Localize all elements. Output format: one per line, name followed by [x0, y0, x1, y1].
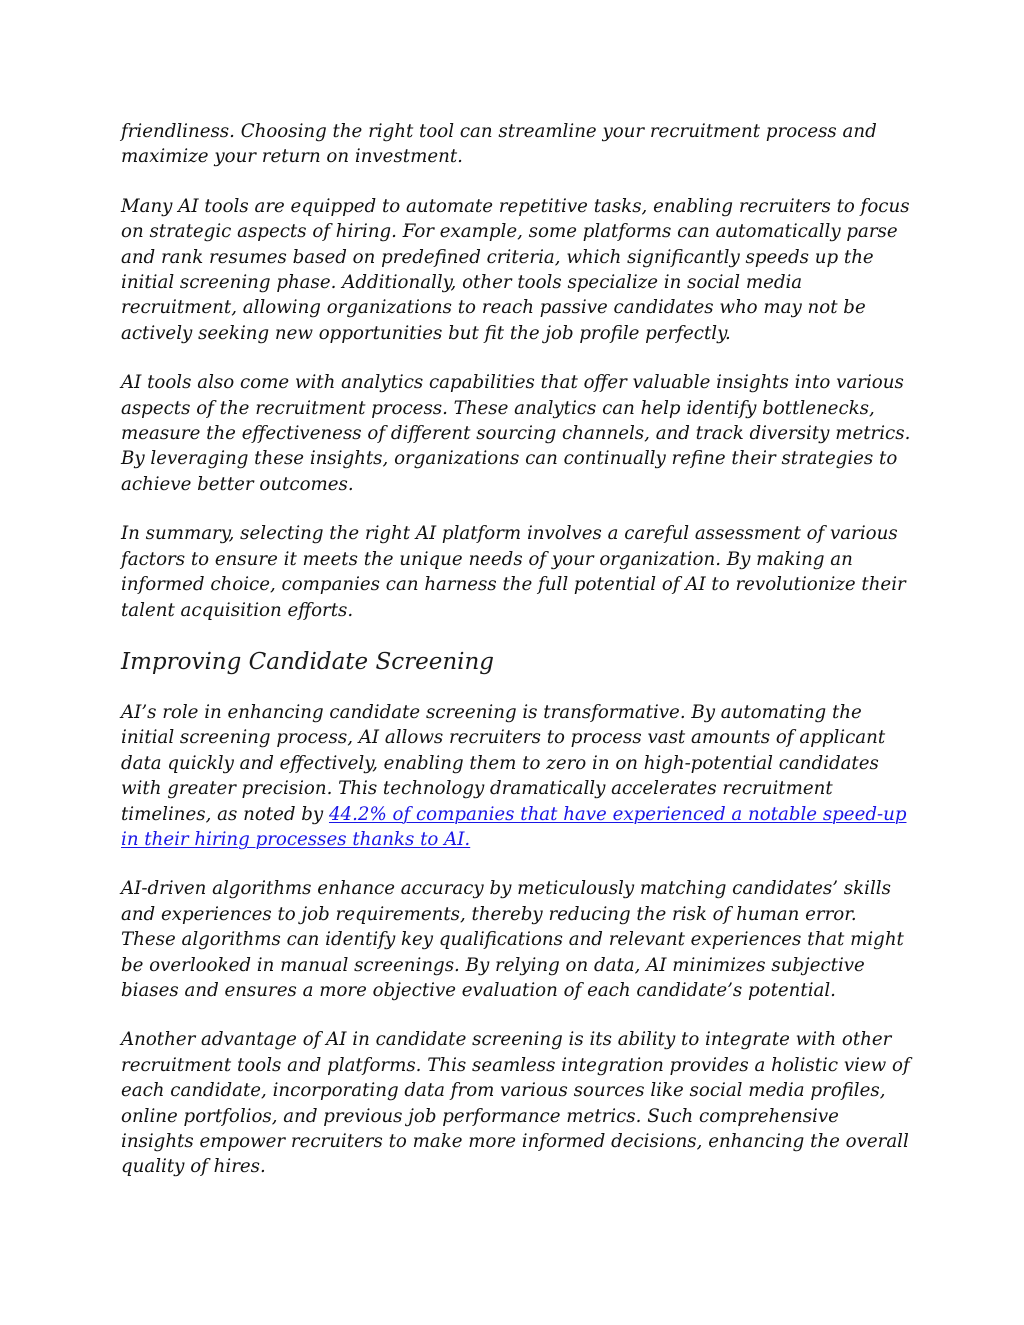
paragraph-analytics: AI tools also come with analytics capabilities that offer valuable insights into various aspects of the recruitment process. These analytics can help identify bottlenecks, measure the effectiveness of different sourcing channels, and track diversity metrics. By leveraging these insights, organizations can continually refine their strategies to achieve better outcomes.: [121, 372, 911, 495]
paragraph-tool-choice: friendliness. Choosing the right tool can streamline your recruitment process and maximize your return on investment.: [121, 121, 877, 168]
paragraph-summary: In summary, selecting the right AI platform involves a careful assessment of various factors to ensure it meets the unique needs of your organization. By making an informed choice, companies can harness the full potential of AI to revolutionize their talent acquisition efforts.: [121, 523, 906, 621]
statistic-link[interactable]: 44.2% of companies that have experienced a notable speed-up in their hiring processes thanks to AI.: [121, 803, 907, 850]
section-heading: Improving Candidate Screening: [121, 648, 495, 675]
paragraph-integration: Another advantage of AI in candidate screening is its ability to integrate with other recruitment tools and platforms. This seamless integration provides a holistic view of each candidate, incorporating data from various sources like social media profiles, online portfolios, and previous job performance metrics. Such comprehensive insights empower recruiters to make more informed decisions, enhancing the overall quality of hires.: [121, 1029, 910, 1178]
paragraph-screening-role: [121, 700, 911, 852]
paragraph-screening-text: AI’s role in enhancing candidate screening is transformative. By automating the initial screening process, AI allows recruiters to process vast amounts of applicant data quickly and effectively, enabling them to zero in on high-potential candidates with greater precision. This technology dramatically accelerates recruitment timelines, as noted by: [121, 701, 886, 825]
document-body: [121, 119, 911, 1204]
paragraph-automation: Many AI tools are equipped to automate repetitive tasks, enabling recruiters to focus on strategic aspects of hiring. For example, some platforms can automatically parse and rank resumes based on predefined criteria, which significantly speeds up the initial screening phase. Additionally, other tools specialize in social media recruitment, allowing organizations to reach passive candidates who may not be actively seeking new opportunities but fit the job profile perfectly.: [121, 195, 910, 344]
paragraph-accuracy: AI-driven algorithms enhance accuracy by meticulously matching candidates’ skills and experiences to job requirements, thereby reducing the risk of human error. These algorithms can identify key qualifications and relevant experiences that might be overlooked in manual screenings. By relying on data, AI minimizes subjective biases and ensures a more objective evaluation of each candidate’s potential.: [121, 878, 904, 1001]
